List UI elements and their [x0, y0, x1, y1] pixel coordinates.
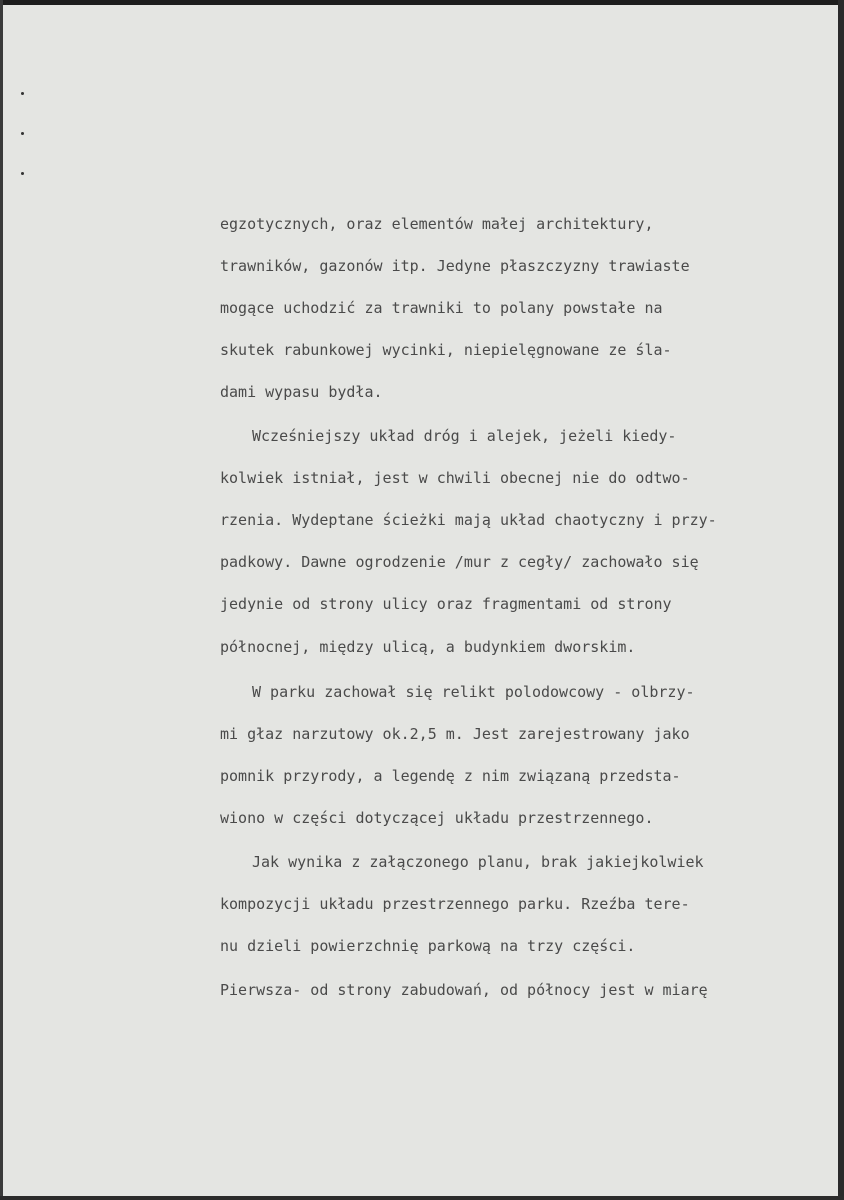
text-line: padkowy. Dawne ogrodzenie /mur z cegły/ zachowało się [220, 553, 699, 571]
text-line: W parku zachował się relikt polodowcowy - olbrzy- [252, 683, 695, 701]
text-line: Wcześniejszy układ dróg i alejek, jeżeli kiedy- [252, 427, 677, 445]
text-line: rzenia. Wydeptane ścieżki mają układ chaotyczny i przy- [220, 511, 717, 529]
text-line: mogące uchodzić za trawniki to polany powstałe na [220, 299, 663, 317]
text-line: mi głaz narzutowy ok.2,5 m. Jest zarejestrowany jako [220, 725, 690, 743]
text-line: skutek rabunkowej wycinki, niepielęgnowane ze śla- [220, 341, 672, 359]
text-line: trawników, gazonów itp. Jedyne płaszczyzny trawiaste [220, 257, 690, 275]
text-line: kolwiek istniał, jest w chwili obecnej nie do odtwo- [220, 469, 690, 487]
text-line: kompozycji układu przestrzennego parku. Rzeźba tere- [220, 895, 690, 913]
text-line: Pierwsza- od strony zabudowań, od północy jest w miarę [220, 981, 708, 999]
text-line: egzotycznych, oraz elementów małej architektury, [220, 215, 654, 233]
text-line: nu dzieli powierzchnię parkową na trzy części. [220, 937, 636, 955]
text-line: wiono w części dotyczącej układu przestrzennego. [220, 809, 654, 827]
text-line: jedynie od strony ulicy oraz fragmentami od strony [220, 595, 672, 613]
text-line: dami wypasu bydła. [220, 383, 383, 401]
text-line: Jak wynika z załączonego planu, brak jakiejkolwiek [252, 853, 704, 871]
text-line: północnej, między ulicą, a budynkiem dworskim. [220, 638, 636, 656]
text-line: pomnik przyrody, a legendę z nim związaną przedsta- [220, 767, 681, 785]
